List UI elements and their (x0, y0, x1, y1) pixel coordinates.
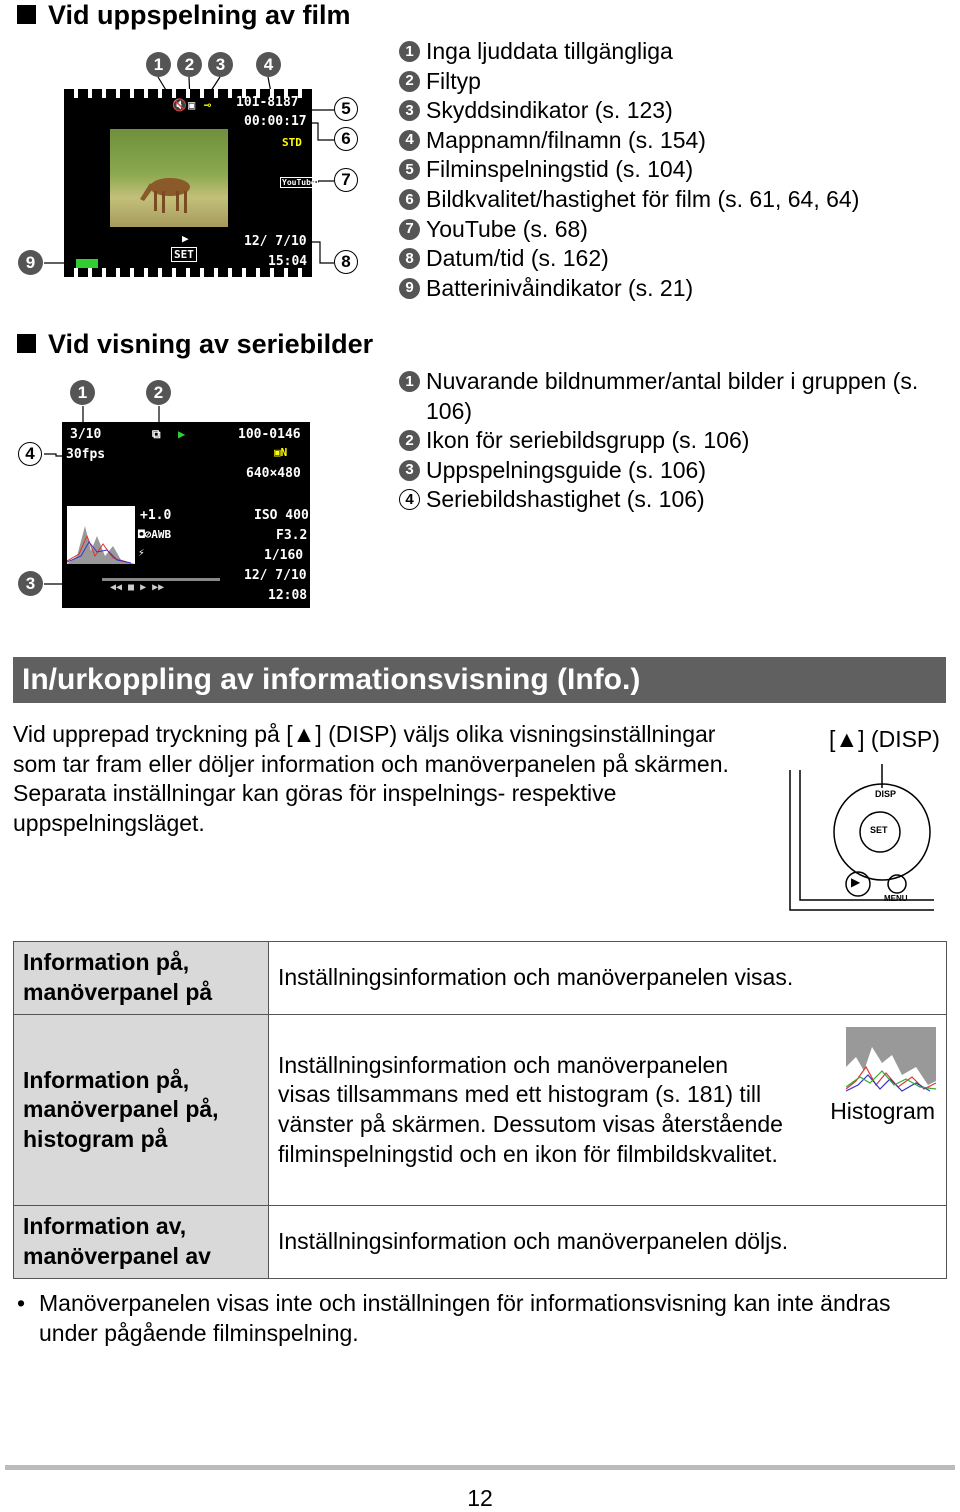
camera-disp-label: DISP (875, 789, 897, 799)
screen-folder-name: 100-0146 (238, 427, 301, 442)
deer-photo (110, 129, 228, 227)
movie-playback-screen (64, 89, 316, 277)
no-audio-icon: 🔇 (172, 98, 187, 112)
screen-image-size: 640×480 (246, 466, 301, 481)
bullet-icon: • (17, 1290, 26, 1316)
flash-icon: ⚡ (138, 546, 145, 559)
callout-6: 6 (334, 127, 358, 151)
section-banner: In/urkoppling av informationsvisning (Info.) (13, 657, 946, 703)
screen-image-count: 3/10 (70, 427, 102, 442)
screen-iso: ISO 400 (254, 508, 309, 523)
camera-set-label: SET (870, 825, 888, 835)
table-row-label: Information av, manöverpanel av (14, 1206, 269, 1279)
deer-image (110, 129, 228, 227)
table-row-label: Information på, manöverpanel på (14, 942, 269, 1015)
series-legend (399, 367, 939, 515)
callout-7: 7 (334, 168, 358, 192)
screen-date: 12/ 7/10 (244, 568, 307, 583)
legend-item: 4 Mappnamn/filnamn (s. 154) (399, 126, 939, 156)
callout-2: 2 (177, 52, 202, 77)
callout-s2-1: 1 (70, 380, 95, 405)
callout-s2-2: 2 (146, 380, 171, 405)
battery-icon (76, 259, 98, 268)
camera-mode-icons: ◘⊘AWB (138, 528, 172, 541)
info-mode-table (13, 941, 947, 1279)
screen-date: 12/ 7/10 (244, 234, 307, 249)
playback-progress-bar (102, 578, 220, 581)
note-text: Manöverpanelen visas inte och inställningen för informationsvisning kan inte ändras under pågående filminspelning. (39, 1290, 891, 1346)
histogram-caption: Histogram (830, 1098, 935, 1124)
table-row-desc-cell (269, 1015, 947, 1206)
screen-clock: 12:08 (268, 588, 308, 603)
series-playback-screen (62, 422, 310, 608)
legend-item: 7 YouTube (s. 68) (399, 215, 939, 245)
screen-set-label: SET (171, 247, 197, 262)
playback-guide-icons: ◀◀ ■ ▶ ▶▶ (110, 582, 165, 593)
table-row (14, 1015, 947, 1206)
legend-item: 9 Batterinivåindikator (s. 21) (399, 274, 939, 304)
intro-paragraph: Vid upprepad tryckning på [▲] (DISP) väljs olika visningsinställningar som tar fram eller döljer information och manöverpanelen på skärmen. Separata inställningar kan göras för inspelnings- respektive uppspelningsläget. (13, 721, 729, 836)
histogram-thumb-graph (846, 1027, 936, 1095)
callout-5: 5 (334, 97, 358, 121)
histogram-box (67, 506, 135, 564)
screen-clock: 15:04 (268, 254, 308, 269)
legend-item: 1 Nuvarande bildnummer/antal bilder i gruppen (s. 106) (399, 367, 939, 426)
legend-item: 2 Ikon för seriebildsgrupp (s. 106) (399, 426, 939, 456)
table-row-desc: Inställningsinformation och manöverpanelen visas tillsammans med ett histogram (s. 181) till vänster på skärmen. Dessutom visas återstående filminspelningstid och en ikon för filmbildskvalitet. (278, 1051, 783, 1167)
file-type-icon: ▣ (188, 98, 196, 112)
legend-item: 3 Skyddsindikator (s. 123) (399, 96, 939, 126)
screen-shutter: 1/160 (264, 548, 304, 563)
camera-menu-label: MENU (884, 894, 908, 903)
table-row (14, 942, 947, 1015)
table-row (14, 1206, 947, 1279)
callout-s2-3: 3 (18, 571, 43, 596)
section-title-series: Vid visning av seriebilder (17, 329, 373, 360)
table-row-desc: Inställningsinformation och manöverpanelen visas. (269, 942, 947, 1015)
callout-s2-4: 4 (18, 442, 42, 466)
section-square-icon (17, 334, 36, 353)
table-row-desc: Inställningsinformation och manöverpanelen döljs. (269, 1206, 947, 1279)
image-size-icon: ▣N (274, 446, 288, 459)
legend-item: 5 Filminspelningstid (s. 104) (399, 155, 939, 185)
screen-exposure: +1.0 (140, 508, 172, 523)
legend-item: 6 Bildkvalitet/hastighet för film (s. 61, 64, 64) (399, 185, 939, 215)
callout-1: 1 (146, 52, 171, 77)
play-button-icon: ▶ (851, 875, 861, 889)
series-group-icon: ⧉ (152, 427, 161, 441)
legend-item: 1 Inga ljuddata tillgängliga (399, 37, 939, 67)
protect-key-icon: ⊸ (204, 98, 212, 112)
callout-3: 3 (208, 52, 233, 77)
movie-playback-legend (399, 37, 939, 303)
screen-fstop: F3.2 (276, 528, 308, 543)
section-title-movie: Vid uppspelning av film (17, 0, 351, 31)
disp-button-caption: [▲] (DISP) (829, 726, 940, 752)
legend-item: 4 Seriebildshastighet (s. 106) (399, 485, 939, 515)
camera-control-drawing (786, 760, 936, 915)
playback-mode-icon: ▶ (178, 427, 186, 441)
callout-4: 4 (256, 52, 281, 77)
screen-quality: STD (282, 136, 302, 149)
film-strip-bottom (64, 268, 312, 277)
screen-recording-time: 00:00:17 (244, 114, 307, 129)
footer-divider (5, 1465, 955, 1470)
play-icon: ▶ (182, 232, 189, 245)
histogram-graph (67, 506, 135, 564)
histogram-thumbnail (846, 1027, 936, 1095)
screen-folder-name: 101-8187 (236, 95, 299, 110)
legend-item: 8 Datum/tid (s. 162) (399, 244, 939, 274)
table-row-label: Information på, manöverpanel på, histogram på (14, 1015, 269, 1206)
screen-youtube-badge: YouTube (282, 178, 316, 187)
callout-9: 9 (18, 250, 43, 275)
legend-item: 2 Filtyp (399, 67, 939, 97)
screen-fps: 30fps (66, 447, 106, 462)
note (17, 1289, 917, 1348)
callout-8: 8 (334, 250, 358, 274)
page-number: 12 (467, 1485, 493, 1511)
legend-item: 3 Uppspelningsguide (s. 106) (399, 456, 939, 486)
